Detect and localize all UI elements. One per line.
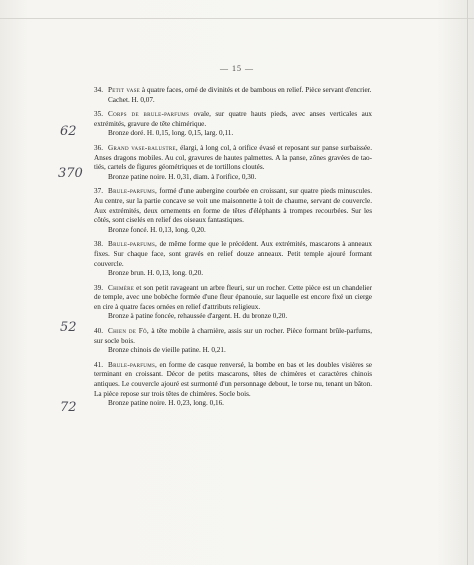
- entry-description: et son petit ravageant un arbre fleuri, sur un rocher. Cette pièce est un chandelier de temple, avec une bobèche formée d'une fleur épanouie, sur laquelle est encore fixé un cierge en cire à quatre faces ornées en relief d'attributs religieux.: [94, 283, 372, 311]
- entry-description: à tête mobile à charnière, assis sur un rocher. Pièce formant brûle-parfums, sur socle bois.: [94, 327, 373, 345]
- catalog-entry-37: [94, 187, 372, 235]
- entry-note: Bronze patine noire. H. 0,31, diam. à l'orifice, 0,30.: [108, 172, 257, 181]
- entry-title: Brule-parfums,: [108, 240, 158, 249]
- catalog-entry-34: [94, 86, 372, 105]
- entry-number: 41.: [94, 360, 103, 369]
- entry-note: Cachet. H. 0,07.: [108, 95, 155, 104]
- catalog-entry-39: [94, 284, 372, 322]
- catalog-entry-40: [94, 327, 372, 356]
- catalog-entry-41: [94, 361, 372, 409]
- entry-description: ovale, sur quatre hauts pieds, avec anses verticales aux extrémités, gravure de tête chimérique.: [94, 110, 373, 128]
- entry-title: Corps de brule-parfums: [108, 110, 190, 119]
- margin-note: 52: [60, 320, 77, 335]
- entry-title: Grand vase-balustre,: [108, 143, 178, 152]
- entry-number: 37.: [94, 187, 103, 196]
- catalog-body: [94, 86, 372, 414]
- entry-number: 39.: [94, 283, 103, 292]
- entry-number: 40.: [94, 327, 103, 336]
- entry-description: à quatre faces, orné de divinités et de bambous en relief. Pièce servant d'encrier.: [141, 86, 372, 94]
- entry-note: Bronze brun. H. 0,13, long. 0,20.: [108, 269, 204, 278]
- entry-title: Chien de Fô,: [108, 327, 150, 336]
- entry-number: 36.: [94, 143, 103, 152]
- entry-description: élargi, à long col, à orifice évasé et reposant sur panse surbaissée. Anses dragons mobiles. Au col, gravures de hautes palmettes. A la panse, zônes gravées de tao-tiés, cartels de figures géométriques et de tortillons cloutés.: [94, 143, 373, 172]
- entry-description: en forme de casque renversé, la bombe en bas et les doubles visières se terminant en croissant. Décor de petits mascarons, têtes de chimères et caractères chinois antiques. Le couvercle ajouré est surmonté d'un personnage debout, le torse nu, tenant un bâton. La pièce repose sur trois têtes de chimères. Socle bois.: [94, 360, 372, 398]
- scan-edge-top: [0, 18, 474, 19]
- entry-description: formé d'une aubergine courbée en croissant, sur quatre pieds minuscules. Au centre, sur la partie concave se voit une maisonnette à toit de chaume, servant de couvercle. Aux extrémités, deux ornements en forme de têtes d'éléphants à trompes recourbées. Sur les côtés, sont ciselés en relief des oiseaux fantastiques.: [94, 187, 373, 225]
- scan-edge-right: [467, 0, 468, 565]
- page-number: — 15 —: [220, 64, 254, 73]
- entry-title: Brule-parfums,: [108, 187, 158, 196]
- entry-title: Chimère: [108, 283, 135, 292]
- catalog-entry-35: [94, 110, 372, 139]
- entry-description: de même forme que le précédent. Aux extrémités, mascarons à anneaux fixes. Sur chaque face, sont gravés en relief douze anneaux. Petit temple ajouré formant couvercle.: [94, 240, 372, 268]
- entry-note: Bronze doré. H. 0,15, long. 0,15, larg. 0,11.: [108, 129, 234, 138]
- margin-note: 62: [60, 124, 77, 139]
- entry-note: Bronze chinois de vieille patine. H. 0,21.: [108, 346, 226, 355]
- entry-number: 34.: [94, 86, 103, 94]
- margin-note: 72: [60, 400, 77, 415]
- entry-note: Bronze à patine foncée, rehaussée d'argent. H. du bronze 0,20.: [108, 312, 288, 321]
- entry-title: Petit vase: [108, 86, 141, 94]
- entry-note: Bronze patine noire. H. 0,23, long. 0,16.: [108, 399, 224, 408]
- catalog-entry-36: [94, 144, 372, 182]
- entry-title: Brule-parfums,: [108, 360, 158, 369]
- entry-number: 38.: [94, 240, 103, 249]
- catalog-entry-38: [94, 240, 372, 278]
- entry-note: Bronze foncé. H. 0,13, long. 0,20.: [108, 225, 206, 234]
- entry-number: 35.: [94, 110, 103, 119]
- margin-note: 370: [58, 166, 83, 181]
